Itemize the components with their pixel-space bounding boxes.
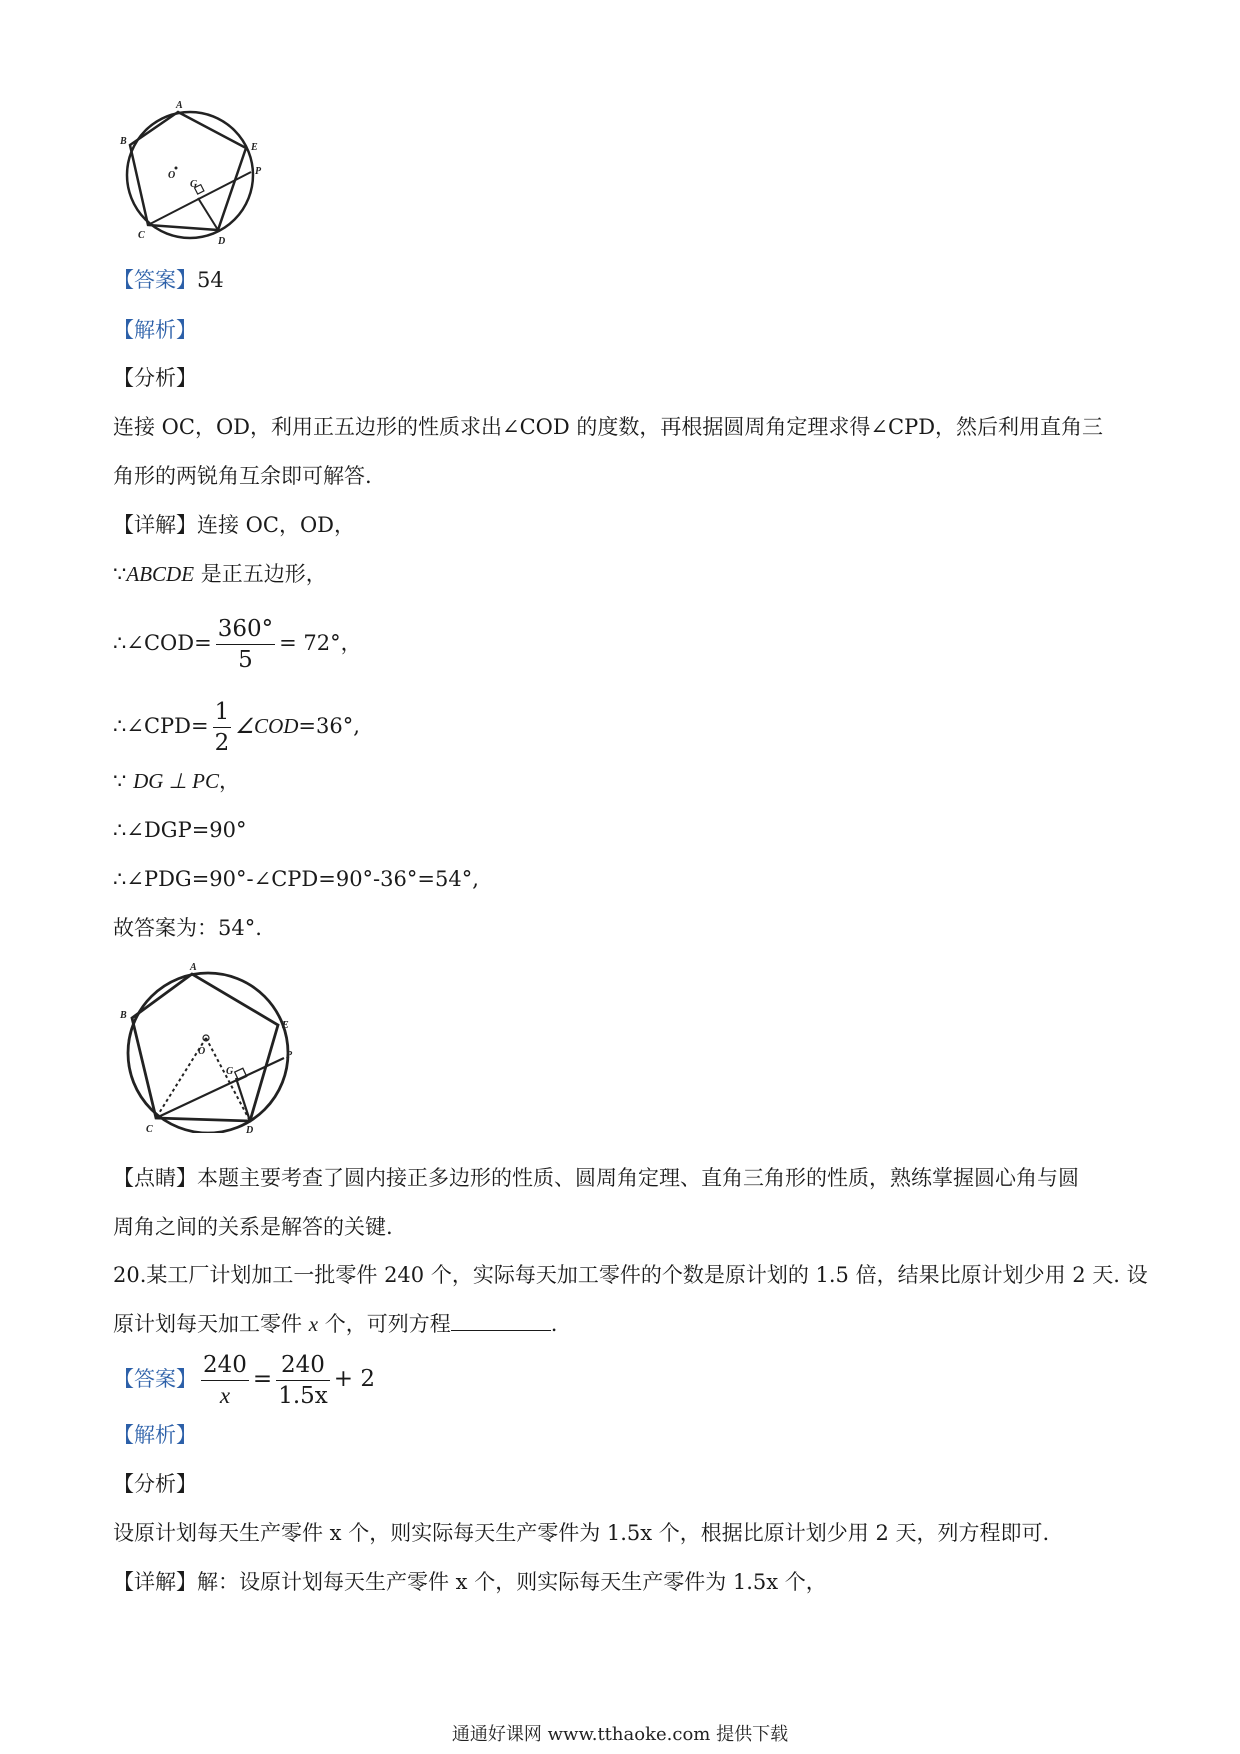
q19-analysis-line1: 连接 OC，OD，利用正五边形的性质求出∠COD 的度数，再根据圆周角定理求得∠CPD，然后利用直角三	[113, 415, 1104, 439]
q19-dianjing-line2: 周角之间的关系是解答的关键.	[113, 1215, 393, 1239]
fraction-denominator: 2	[213, 727, 232, 758]
q19-step4: ∴∠PDG=90°-∠CPD=90°-36°=54°,	[113, 867, 479, 891]
label-g: G	[190, 179, 198, 190]
label-g: G	[226, 1066, 234, 1077]
label-e: E	[251, 142, 258, 153]
step1-suffix: = 72°，	[279, 631, 362, 655]
detail-tag: 【详解】	[113, 1570, 197, 1594]
label-b: B	[120, 136, 127, 147]
label-o: O	[168, 170, 176, 181]
label-p: P	[286, 1050, 293, 1061]
q19-conclusion: 故答案为：54°.	[113, 916, 262, 940]
answer-tag: 【答案】	[113, 1367, 197, 1391]
q20-jiexi-tag: 【解析】	[113, 1423, 197, 1447]
q20-analysis: 设原计划每天生产零件 x 个，则实际每天生产零件为 1.5x 个，根据比原计划少用 2 天，列方程即可.	[113, 1521, 1050, 1545]
q20-line1: 20.某工厂计划加工一批零件 240 个，实际每天加工零件的个数是原计划的 1.5 倍，结果比原计划少用 2 天. 设	[113, 1263, 1148, 1287]
equals-sign: =	[252, 1366, 273, 1392]
fraction-240-x	[201, 1350, 249, 1411]
dianjing-tag: 【点睛】	[113, 1166, 197, 1190]
step2-prefix: ∴∠CPD=	[113, 714, 209, 738]
q19-because1	[113, 559, 327, 589]
fraction-numerator: 1	[214, 699, 230, 725]
q20-line2-a: 原计划每天加工零件	[113, 1312, 302, 1336]
q19-analysis-line2: 角形的两锐角互余即可解答.	[113, 464, 372, 488]
label-c: C	[138, 230, 145, 241]
q19-because2	[113, 766, 240, 796]
pentagon-var: ABCDE	[126, 562, 195, 586]
fraction-240-1.5x	[276, 1350, 330, 1411]
dianjing-text1: 本题主要考查了圆内接正多边形的性质、圆周角定理、直角三角形的性质，熟练掌握圆心角与圆	[197, 1166, 1079, 1190]
q20-line2	[113, 1309, 557, 1339]
because2-suffix: ，	[219, 769, 241, 793]
label-b: B	[120, 1010, 127, 1021]
label-o: O	[198, 1046, 206, 1057]
label-d: D	[218, 236, 226, 247]
q20-fenxi-tag: 【分析】	[113, 1472, 197, 1496]
label-a: A	[176, 100, 183, 111]
fraction-denominator: 5	[216, 644, 275, 675]
fraction-1-2	[213, 697, 232, 758]
q19-step3: ∴∠DGP=90°	[113, 818, 247, 842]
perpendicular-var: DG ⊥ PC	[133, 769, 220, 793]
label-a: A	[190, 962, 197, 973]
q20-answer-line	[113, 1348, 375, 1411]
label-e: E	[282, 1020, 289, 1031]
q19-step1	[113, 612, 362, 675]
q20-line2-end: .	[550, 1312, 558, 1336]
detail-tag: 【详解】	[113, 513, 197, 537]
because-symbol: ∵	[113, 562, 127, 586]
fraction-numerator: 360°	[217, 616, 274, 642]
label-p: P	[255, 166, 262, 177]
answer-value: 54	[197, 268, 224, 292]
q19-detail-line1	[113, 510, 355, 540]
fraction-numerator: 240	[281, 1352, 325, 1378]
because1-text: 是正五边形，	[200, 562, 327, 586]
q19-step2	[113, 695, 360, 758]
fraction-denominator: 1.5x	[276, 1380, 330, 1411]
step2-suffix: =36°,	[298, 714, 360, 738]
angle-cod-var: ∠COD	[235, 714, 299, 738]
q20-line2-b: 个，可列方程	[324, 1312, 451, 1336]
geometry-figure-1	[118, 100, 278, 250]
fraction-numerator: 240	[203, 1352, 247, 1378]
step1-prefix: ∴∠COD=	[113, 631, 212, 655]
q19-fenxi-tag: 【分析】	[113, 366, 197, 390]
plus-two: + 2	[333, 1366, 375, 1392]
page-footer: 通通好课网 www.tthaoke.com 提供下载	[451, 1724, 789, 1745]
answer-blank	[451, 1310, 551, 1331]
pentagon-circle-diagram	[118, 100, 278, 250]
because-symbol: ∵	[113, 769, 127, 793]
fraction-360-5	[216, 614, 275, 675]
q19-dianjing-line1	[113, 1163, 1079, 1193]
label-c: C	[146, 1124, 153, 1133]
detail-text: 连接 OC，OD，	[197, 513, 356, 537]
detail-text: 解：设原计划每天生产零件 x 个，则实际每天生产零件为 1.5x 个，	[197, 1570, 827, 1594]
label-d: D	[246, 1125, 254, 1133]
q19-answer-line	[113, 265, 224, 295]
answer-tag: 【答案】	[113, 268, 197, 292]
q20-detail-line	[113, 1567, 827, 1597]
q19-jiexi-tag: 【解析】	[113, 318, 197, 342]
fraction-denominator: x	[201, 1380, 249, 1411]
geometry-figure-2	[118, 958, 318, 1133]
q20-var-x: x	[308, 1312, 319, 1336]
pentagon-circle-diagram-2	[118, 958, 318, 1133]
